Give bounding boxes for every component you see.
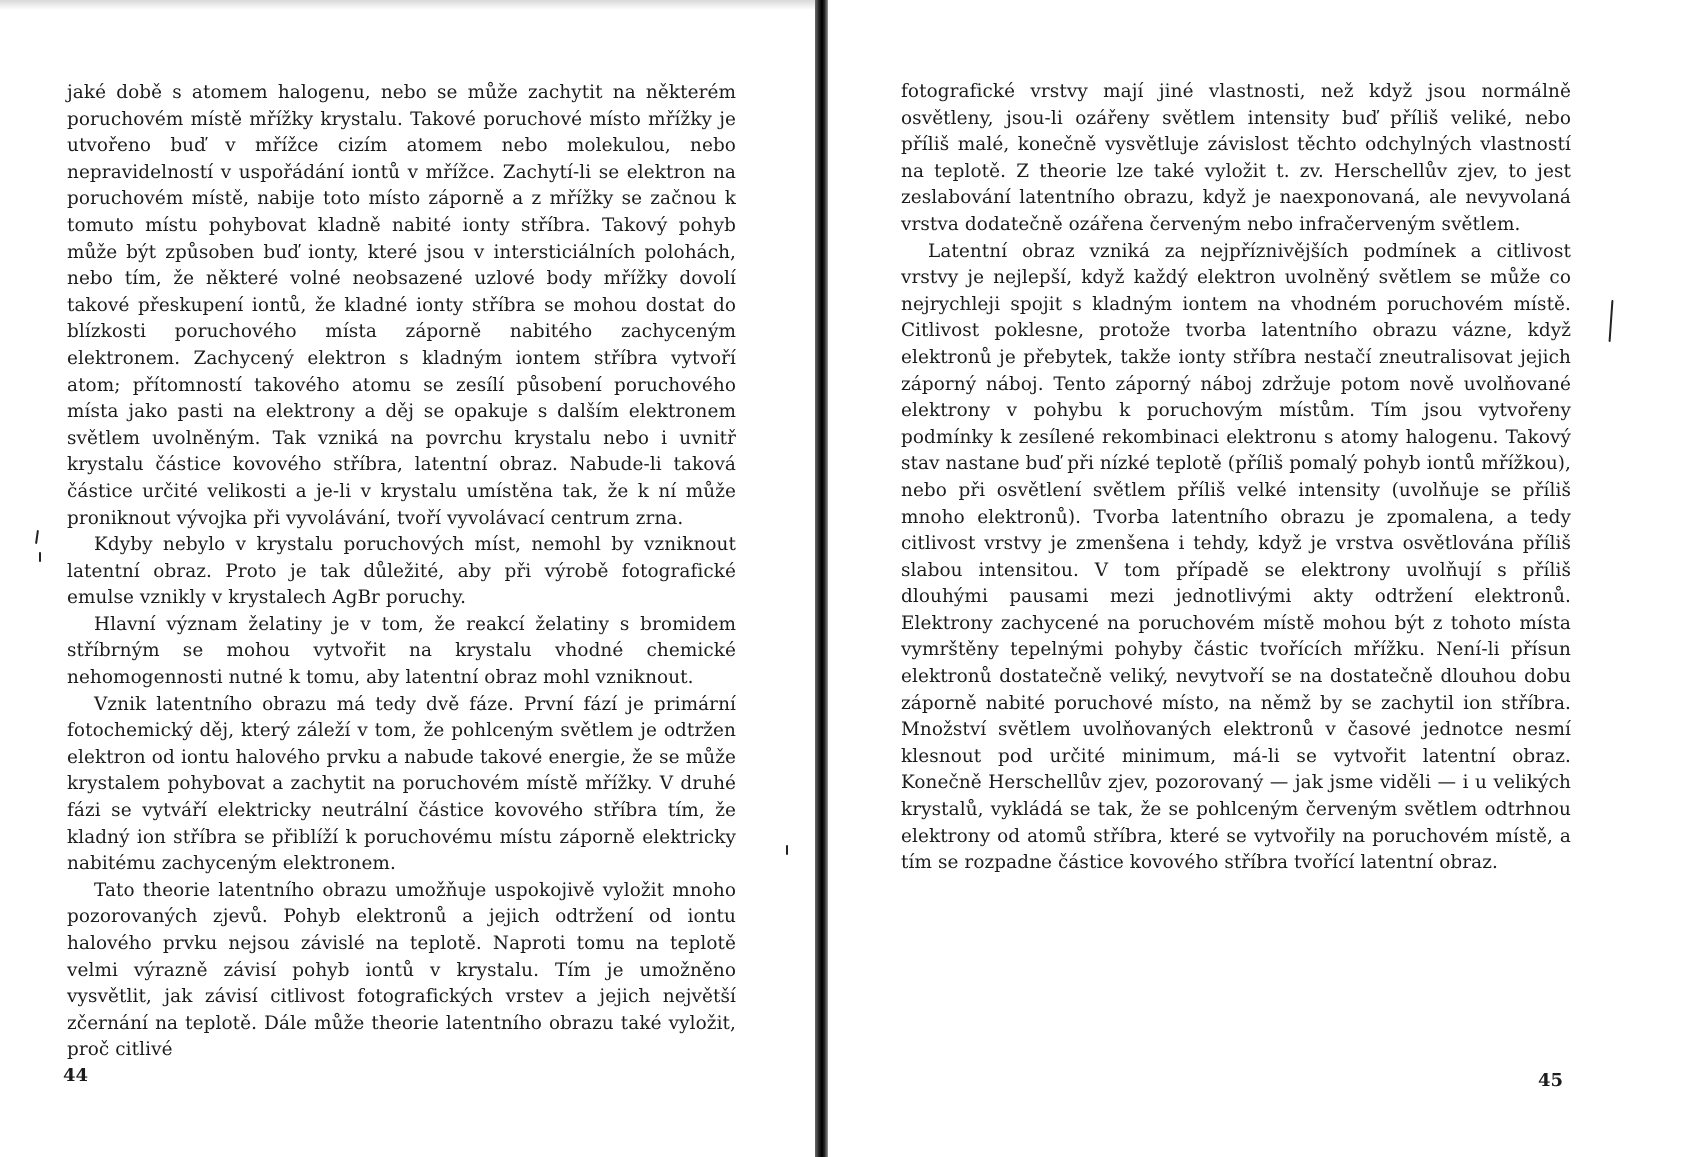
paragraph: Tato theorie latentního obrazu umožňuje uspokojivě vyložit mnoho pozorovaných zjevů. Pohyb elektronů a jejich odtržení od iontu halového prvku nejsou závislé na teplotě. Naproti tomu na teplotě velmi výrazně závisí pohyb iontů v krystalu. Tím je umožněno vysvětlit, jak závisí citlivost fotografických vrstev a jejich největší zčernání na teplotě. Dále může theorie latentního obrazu také vyložit, proč citlivé	[67, 879, 736, 1061]
paragraph: Latentní obraz vzniká za nejpříznivějších podmínek a citlivost vrstvy je nejlepší, když každý elektron uvolněný světlem se může co nejrychleji spojit s kladným iontem na vhodném poruchovém místě. Citlivost poklesne, protože tvorba latentního obrazu vázne, když elektronů je přebytek, takže ionty stříbra nestačí zneutralisovat jejich záporný náboj. Tento záporný náboj zdržuje potom nově uvolňované elektrony v pohybu k poruchovým místům. Tím jsou vytvořeny podmínky k zesílené rekombinaci elektronu s atomy halogenu. Takový stav nastane buď při nízké teplotě (příliš pomalý pohyb iontů mřížkou), nebo při osvětlení světlem příliš velké intensity (uvolňuje se příliš mnoho elektronů). Tvorba latentního obrazu je zpomalena, a tedy citlivost vrstvy je zmenšena i tehdy, když je vrstva osvětlována příliš slabou intensitou. V tom případě se elektrony uvolňují s příliš dlouhými pausami mezi jednotlivými akty odtržení elektronů. Elektrony zachycené na poruchovém místě mohou být z tohoto místa vymrštěny tepelnými pohyby částic tvořících mřížku. Není-li přísun elektronů dostatečně veliký, nevytvoří se na dostatečně dlouhou dobu záporně nabité poruchové místo, na němž by se zachytil ion stříbra. Množství světlem uvolňovaných elektronů v časové jednotce nesmí klesnout pod určité minimum, má-li se vytvořit latentní obraz. Konečně Herschellův zjev, pozorovaný — jak jsme viděli — i u velikých krystalů, vykládá se tak, že se pohlceným červeným světlem odtrhnou elektrony od atomů stříbra, které se vytvořily na poruchovém místě, a tím se rozpadne částice kovového stříbra tvořící latentní obraz.	[901, 240, 1571, 874]
page-top-shadow	[0, 0, 815, 10]
right-page-body	[901, 79, 1571, 877]
paragraph: Hlavní význam želatiny je v tom, že reakcí želatiny s bromidem stříbrným se mohou vytvořit na krystalu vhodné chemické nehomogennosti nutné k tomu, aby latentní obraz mohl vzniknout.	[67, 613, 736, 689]
margin-pencil-mark	[1609, 300, 1614, 342]
margin-pencil-mark	[39, 552, 41, 562]
margin-pencil-mark	[35, 530, 39, 544]
paragraph: Kdyby nebylo v krystalu poruchových míst, nemohl by vzniknout latentní obraz. Proto je tak důležité, aby při výrobě fotografické emulse vznikly v krystalech AgBr poruchy.	[67, 534, 736, 609]
paragraph: Vznik latentního obrazu má tedy dvě fáze. První fází je primární fotochemický děj, který záleží v tom, že pohlceným světlem je odtržen elektron od iontu halového prvku a nabude takové energie, že se může krystalem pohybovat a zachytit na poruchovém místě mřížky. V druhé fázi se vytváří elektricky neutrální částice kovového stříbra tím, že kladný ion stříbra se přiblíží k poruchovému místu záporně elektricky nabitému zachyceným elektronem.	[67, 693, 736, 875]
page-number-right: 45	[1538, 1070, 1564, 1091]
page-number-left: 44	[63, 1065, 89, 1086]
book-gutter	[815, 0, 828, 1157]
right-page	[828, 0, 1695, 1157]
left-page	[0, 0, 815, 1157]
paragraph: jaké době s atomem halogenu, nebo se může zachytit na některém poruchovém místě mřížky krystalu. Takové poruchové místo mřížky je utvořeno buď v mřížce cizím atomem nebo molekulou, nebo nepravidelností v uspořádání iontů v mřížce. Zachytí-li se elektron na poruchovém místě, nabije toto místo záporně a z mřížky se začnou k tomuto místu pohybovat kladně nabité ionty stříbra. Takový pohyb může být způsoben buď ionty, které jsou v intersticiálních polohách, nebo tím, že některé volné neobsazené uzlové body mřížky dovolí takové přeskupení iontů, že kladné ionty stříbra se mohou dostat do blízkosti poruchového místa záporně nabitého zachyceným elektronem. Zachycený elektron s kladným iontem stříbra vytvoří atom; přítomností takového atomu se zesílí působení poruchového místa jako pasti na elektrony a děj se opakuje s dalším elektronem světlem uvolněným. Tak vzniká na povrchu krystalu nebo i uvnitř krystalu částice kovového stříbra, latentní obraz. Nabude-li taková částice určité velikosti a je-li v krystalu umístěna tak, že k ní může proniknout vývojka při vyvolávání, tvoří vyvolávací centrum zrna.	[67, 82, 736, 529]
margin-pencil-mark	[786, 845, 788, 855]
left-page-body	[67, 80, 736, 1064]
paragraph: fotografické vrstvy mají jiné vlastnosti, než když jsou normálně osvětleny, jsou-li ozářeny světlem intensity buď příliš veliké, nebo příliš malé, konečně vysvětluje závislost těchto odchylných vlastností na teplotě. Z theorie lze také vyložit t. zv. Herschellův zjev, to jest zeslabování latentního obrazu, když je naexponovaná, ale nevyvolaná vrstva dodatečně ozářena červeným nebo infračerveným světlem.	[901, 81, 1571, 235]
